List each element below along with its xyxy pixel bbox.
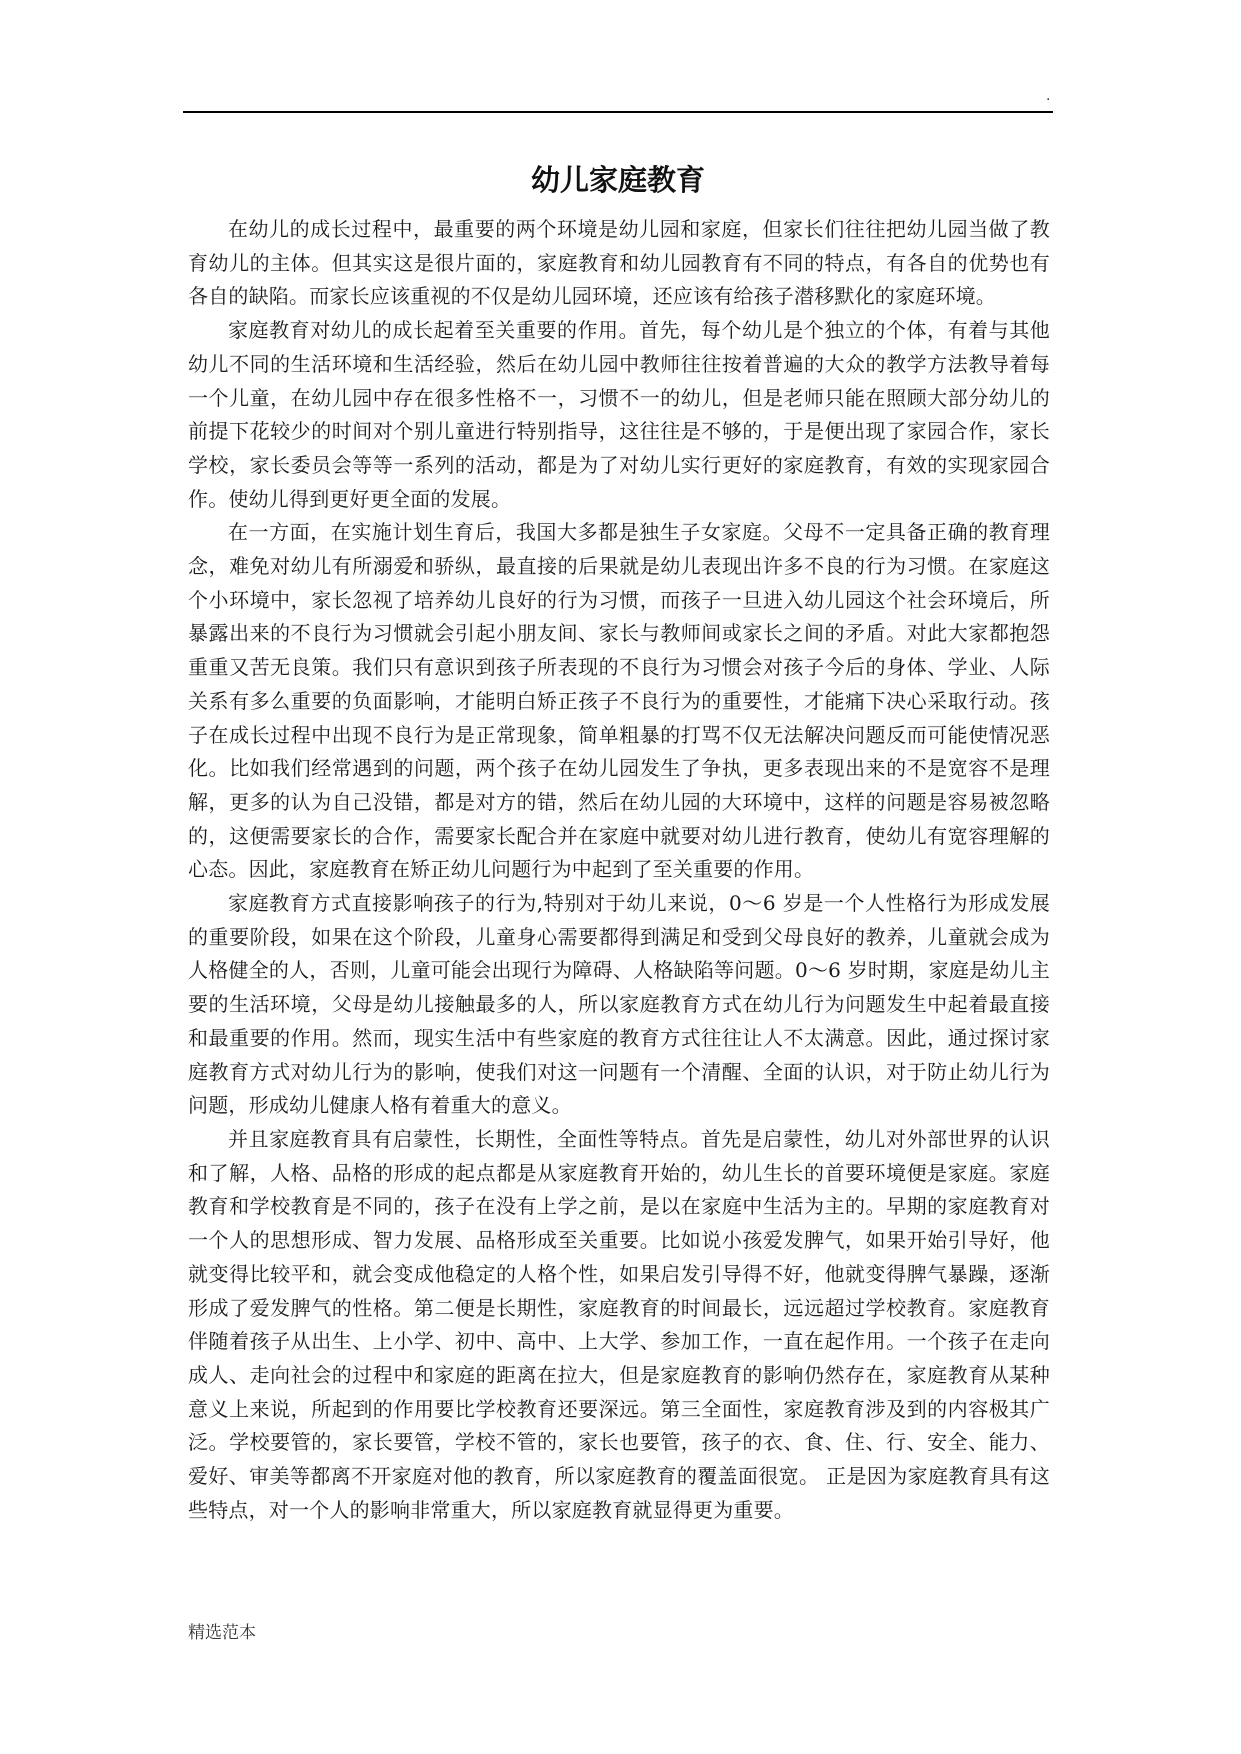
footer-label: 精选范本 <box>188 1623 256 1643</box>
paragraph-3: 在一方面，在实施计划生育后，我国大多都是独生子女家庭。父母不一定具备正确的教育理念，难免对幼儿有所溺爱和骄纵，最直接的后果就是幼儿表现出许多不良的行为习惯。在家庭这个小环境中，家长忽视了培养幼儿良好的行为习惯，而孩子一旦进入幼儿园这个社会环境后，所暴露出来的不良行为习惯就会引起小朋友间、家长与教师间或家长之间的矛盾。对此大家都抱怨重重又苦无良策。我们只有意识到孩子所表现的不良行为习惯会对孩子今后的身体、学业、人际关系有多么重要的负面影响，才能明白矫正孩子不良行为的重要性，才能痛下决心采取行动。孩子在成长过程中出现不良行为是正常现象，简单粗暴的打骂不仅无法解决问题反而可能使情况恶化。比如我们经常遇到的问题，两个孩子在幼儿园发生了争执，更多表现出来的不是宽容不是理解，更多的认为自己没错，都是对方的错，然后在幼儿园的大环境中，这样的问题是容易被忽略的，这便需要家长的合作，需要家长配合并在家庭中就要对幼儿进行教育，使幼儿有宽容理解的心态。因此，家庭教育在矫正幼儿问题行为中起到了至关重要的作用。 <box>188 520 1050 882</box>
document-body <box>188 213 1050 1527</box>
paragraph-1: 在幼儿的成长过程中，最重要的两个环境是幼儿园和家庭，但家长们往往把幼儿园当做了教育幼儿的主体。但其实这是很片面的，家庭教育和幼儿园教育有不同的特点，有各自的优势也有各自的缺陷。而家长应该重视的不仅是幼儿园环境，还应该有给孩子潜移默化的家庭环境。 <box>188 217 1050 309</box>
document-title: 幼儿家庭教育 <box>530 163 705 197</box>
paragraph-4: 家庭教育方式直接影响孩子的行为,特别对于幼儿来说，0～6 岁是一个人性格行为形成发展的重要阶段，如果在这个阶段，儿童身心需要都得到满足和受到父母良好的教养，儿童就会成为人格健全的人，否则，儿童可能会出现行为障碍、人格缺陷等问题。0～6 岁时期，家庭是幼儿主要的生活环境，父母是幼儿接触最多的人，所以家庭教育方式在幼儿行为问题发生中起着最直接和最重要的作用。然而，现实生活中有些家庭的教育方式往往让人不太满意。因此，通过探讨家庭教育方式对幼儿行为的影响，使我们对这一问题有一个清醒、全面的认识，对于防止幼儿行为问题，形成幼儿健康人格有着重大的意义。 <box>188 891 1050 1118</box>
header-rule <box>183 111 1053 113</box>
paragraph-5: 并且家庭教育具有启蒙性，长期性，全面性等特点。首先是启蒙性，幼儿对外部世界的认识和了解，人格、品格的形成的起点都是从家庭教育开始的，幼儿生长的首要环境便是家庭。家庭教育和学校教育是不同的，孩子在没有上学之前，是以在家庭中生活为主的。早期的家庭教育对一个人的思想形成、智力发展、品格形成至关重要。比如说小孩爱发脾气，如果开始引导好，他就变得比较平和，就会变成他稳定的人格个性，如果启发引导得不好，他就变得脾气暴躁，逐渐形成了爱发脾气的性格。第二便是长期性，家庭教育的时间最长，远远超过学校教育。家庭教育伴随着孩子从出生、上小学、初中、高中、上大学、参加工作，一直在起作用。一个孩子在走向成人、走向社会的过程中和家庭的距离在拉大，但是家庭教育的影响仍然存在，家庭教育从某种意义上来说，所起到的作用要比学校教育还要深远。第三全面性，家庭教育涉及到的内容极其广泛。学校要管的，家长要管，学校不管的，家长也要管，孩子的衣、食、住、行、安全、能力、爱好、审美等都离不开家庭对他的教育，所以家庭教育的覆盖面很宽。 正是因为家庭教育具有这些特点，对一个人的影响非常重大，所以家庭教育就显得更为重要。 <box>188 1126 1050 1522</box>
paragraph-2: 家庭教育对幼儿的成长起着至关重要的作用。首先，每个幼儿是个独立的个体，有着与其他幼儿不同的生活环境和生活经验，然后在幼儿园中教师往往按着普遍的大众的教学方法教导着每一个儿童，在幼儿园中存在很多性格不一，习惯不一的幼儿，但是老师只能在照顾大部分幼儿的前提下花较少的时间对个别儿童进行特别指导，这往往是不够的，于是便出现了家园合作，家长学校，家长委员会等等一系列的活动，都是为了对幼儿实行更好的家庭教育，有效的实现家园合作。使幼儿得到更好更全面的发展。 <box>188 318 1050 511</box>
header-mark: . <box>1046 88 1051 104</box>
